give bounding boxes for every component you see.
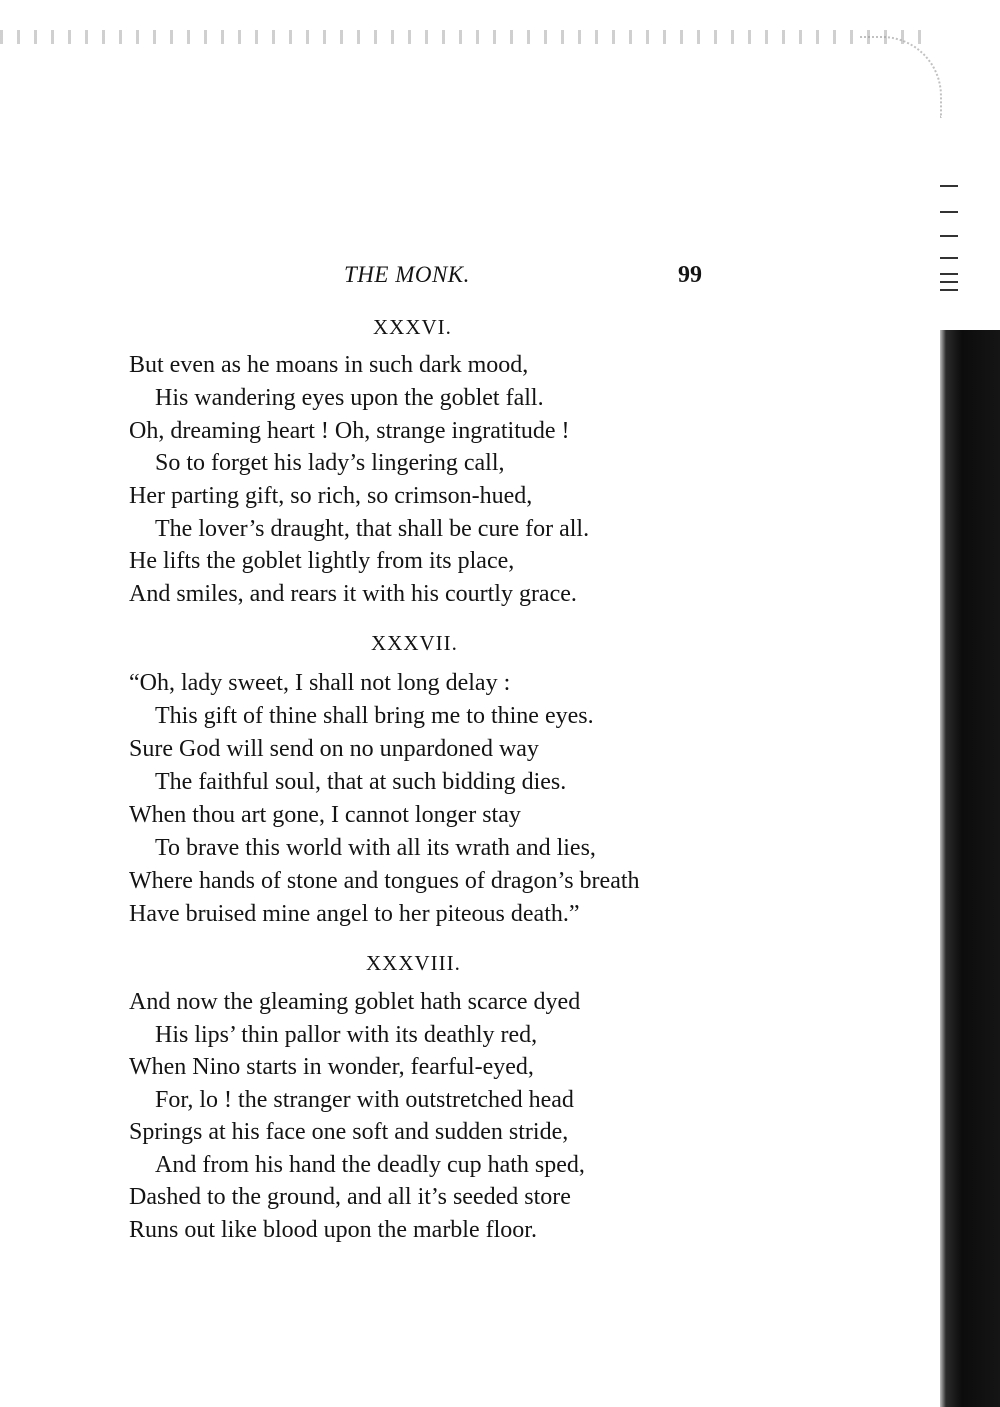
verse-line: When thou art gone, I cannot longer stay [129,802,521,828]
verse-line: He lifts the goblet lightly from its place, [129,548,515,574]
verse-line: His wandering eyes upon the goblet fall. [155,385,544,411]
verse-line: And now the gleaming goblet hath scarce dyed [129,989,581,1015]
stanza-heading: XXXVI. [373,315,452,339]
verse-line: Springs at his face one soft and sudden stride, [129,1119,569,1145]
verse-line: But even as he moans in such dark mood, [129,352,529,378]
verse-line: Where hands of stone and tongues of dragon’s breath [129,868,640,894]
stanza-heading: XXXVIII. [366,951,461,975]
verse-line: And from his hand the deadly cup hath sped, [155,1152,585,1178]
verse-line: Her parting gift, so rich, so crimson-hued, [129,483,533,509]
scan-binding-edge [940,330,1000,1407]
verse-line: And smiles, and rears it with his courtly grace. [129,581,577,607]
verse-line: “Oh, lady sweet, I shall not long delay : [129,670,511,696]
verse-line: For, lo ! the stranger with outstretched head [155,1087,574,1113]
page-number: 99 [678,262,702,288]
page-corner-shadow [860,36,942,118]
running-title: THE MONK. [344,262,470,287]
verse-line: Runs out like blood upon the marble floor. [129,1217,537,1243]
verse-line: The lover’s draught, that shall be cure for all. [155,516,590,542]
page-header [0,262,1000,296]
verse-line: Oh, dreaming heart ! Oh, strange ingratitude ! [129,418,570,444]
verse-line: His lips’ thin pallor with its deathly red, [155,1022,538,1048]
stanza-heading: XXXVII. [371,631,458,655]
verse-line: To brave this world with all its wrath and lies, [155,835,596,861]
verse-line: Dashed to the ground, and all it’s seeded store [129,1184,571,1210]
verse-line: Have bruised mine angel to her piteous death.” [129,901,580,927]
verse-line: The faithful soul, that at such bidding dies. [155,769,567,795]
scan-dust-top [0,30,935,44]
verse-line: So to forget his lady’s lingering call, [155,450,505,476]
verse-line: When Nino starts in wonder, fearful-eyed, [129,1054,534,1080]
verse-line: Sure God will send on no unpardoned way [129,736,539,762]
verse-line: This gift of thine shall bring me to thine eyes. [155,703,594,729]
